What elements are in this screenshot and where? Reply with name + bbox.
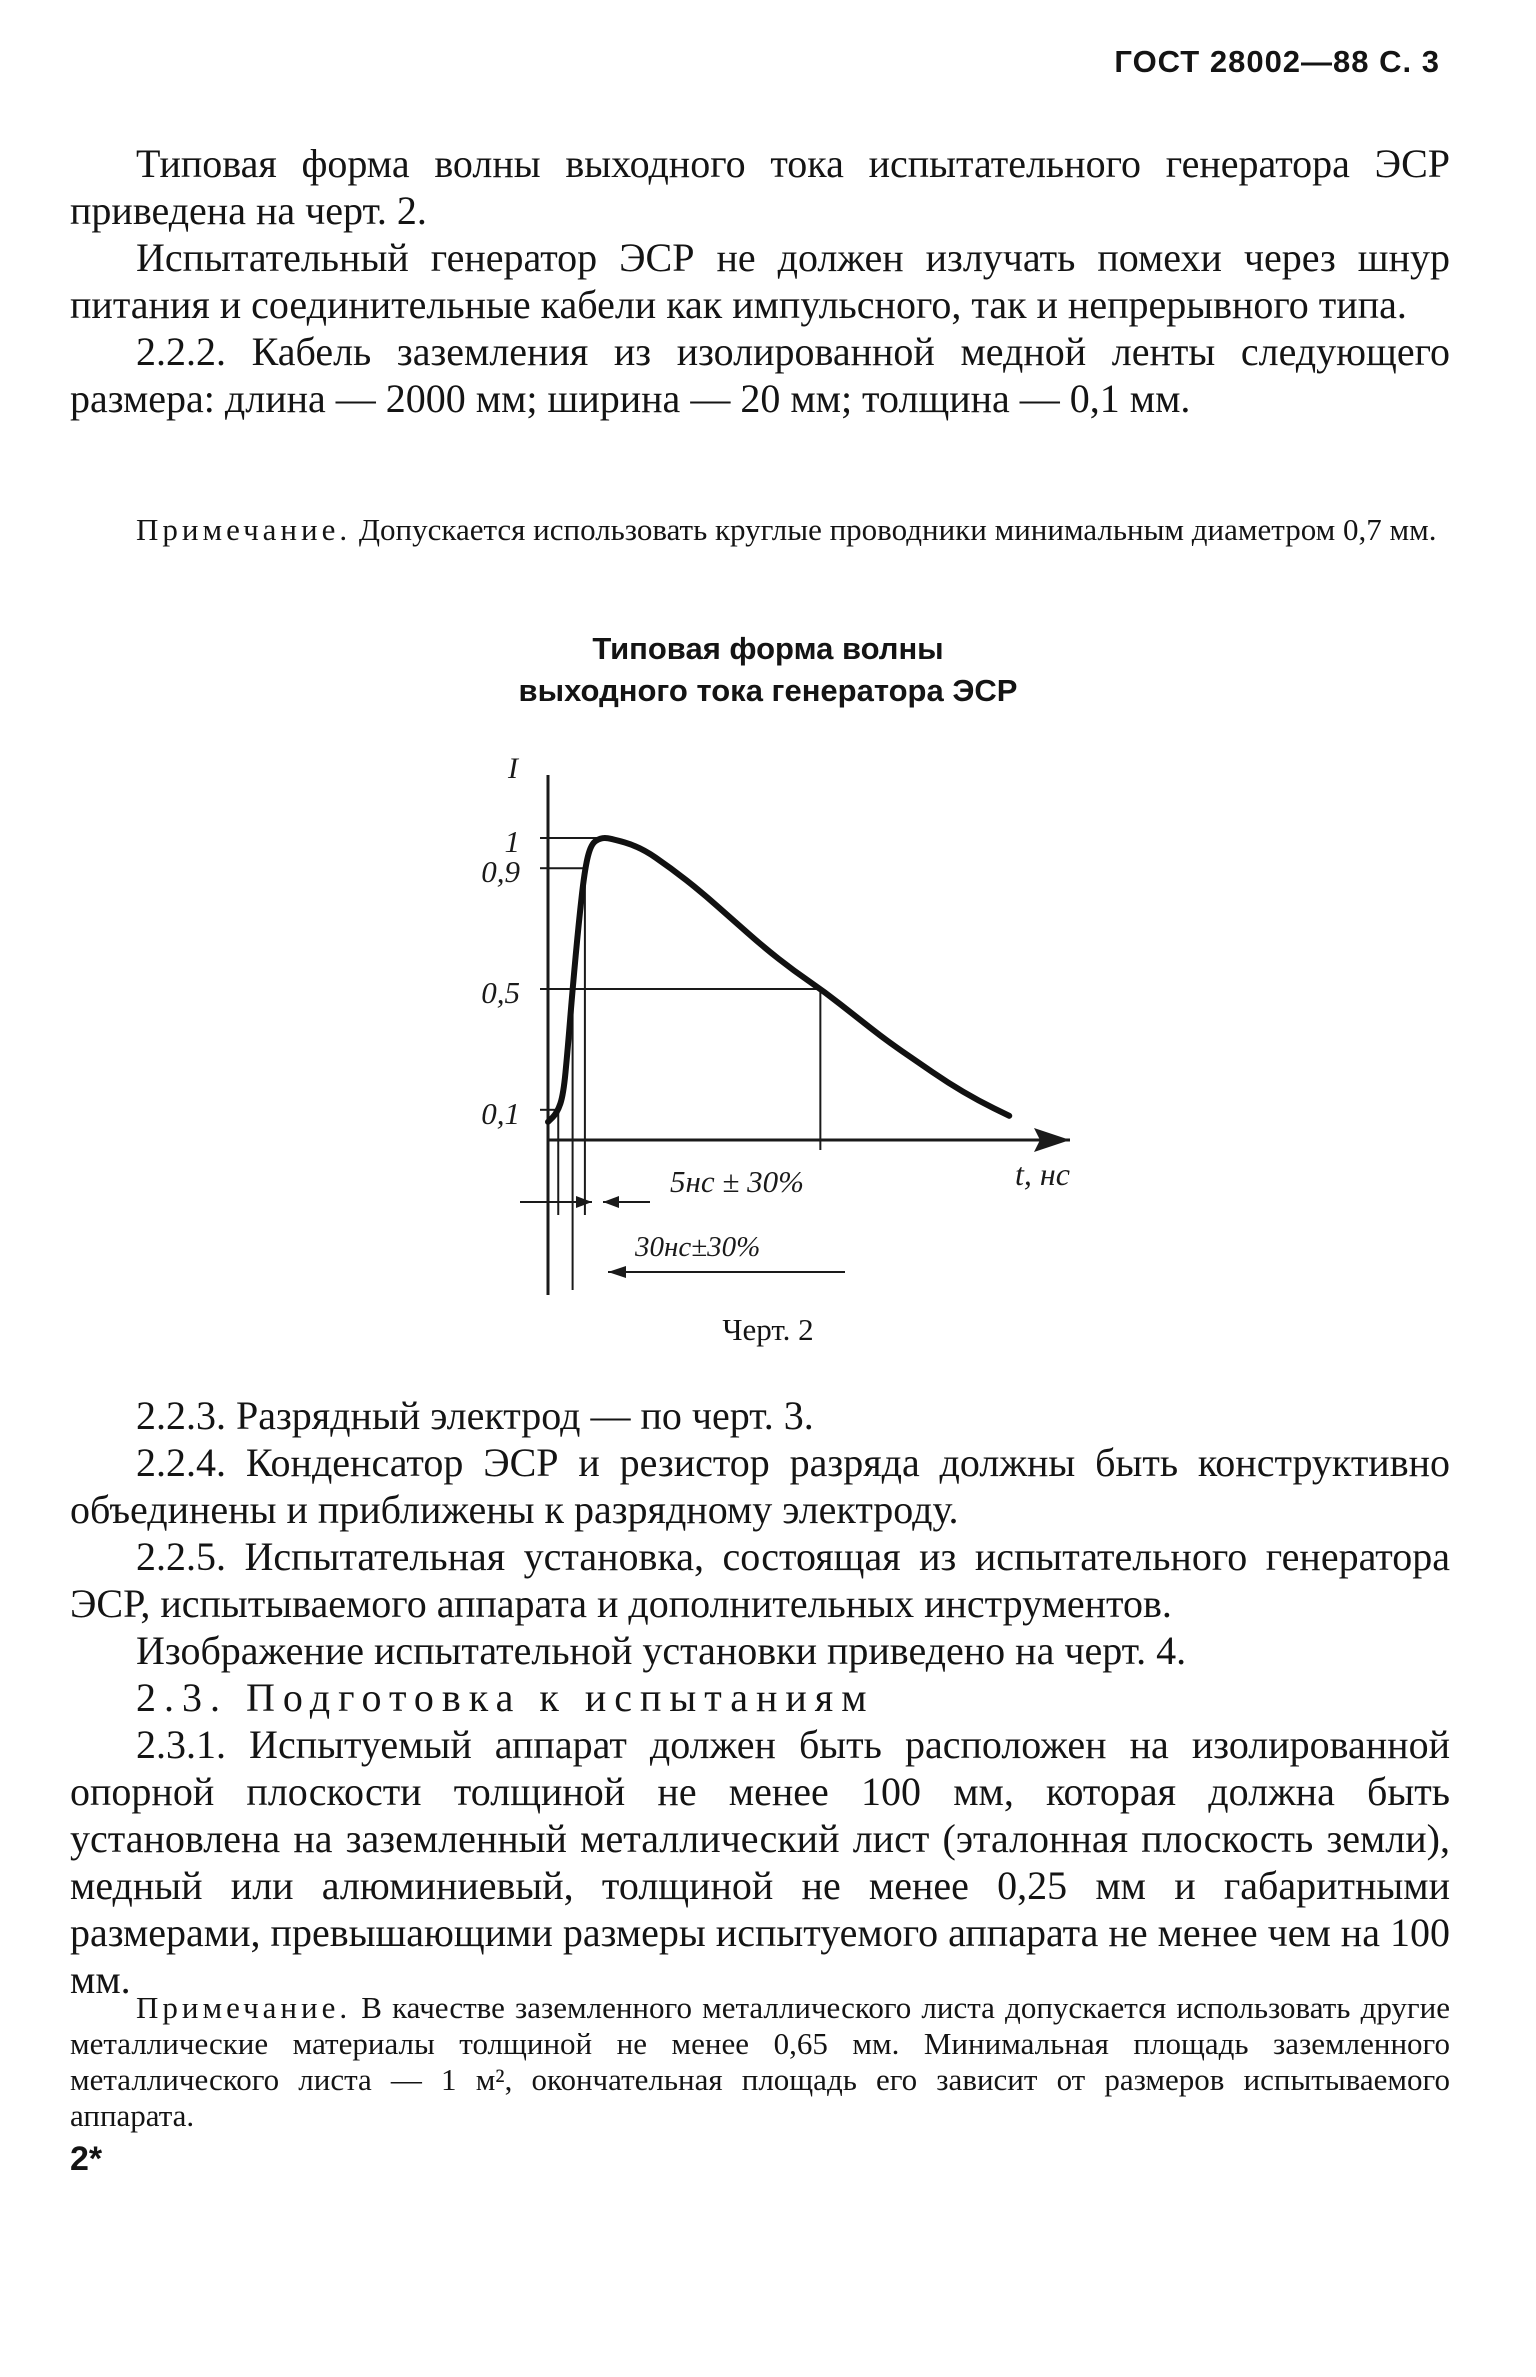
figure-title-line1: Типовая форма волны [592, 631, 944, 666]
x-axis-label: t, нс [1015, 1156, 1070, 1192]
paragraph-electrode: 2.2.3. Разрядный электрод — по черт. 3. [136, 1393, 814, 1438]
y-tick-label-3: 0,1 [481, 1095, 520, 1131]
post-text [70, 1392, 1450, 2003]
figure-caption: Черт. 2 [722, 1312, 814, 1347]
y-axis-label: I [508, 752, 518, 785]
paragraph-ground-cable: 2.2.2. Кабель заземления из изолированной медной ленты следующего размера: длина — 2000 мм; ширина — 20 мм; толщина — 0,1 мм. [70, 329, 1450, 421]
page-mark: 2* [70, 2140, 103, 2178]
standard-header: ГОСТ 28002—88 С. 3 [1114, 44, 1440, 79]
paragraph-test-placement: 2.3.1. Испытуемый аппарат должен быть расположен на изолированной опорной плоскости толщиной не менее 100 мм, которая должна быть установлена на заземленный металлический лист (эталонная плоскость земли), медный или алюминиевый, толщиной не менее 0,25 мм и габаритными размерами, превышающими размеры испытуемого аппарата не менее чем на 100 мм. [70, 1722, 1450, 2002]
note-label: Примечание. [136, 1990, 352, 2025]
y-tick-label-0: 1 [504, 824, 520, 859]
figure-title-line2: выходного тока генератора ЭСР [518, 673, 1018, 708]
rise-time-arrowhead-right [603, 1196, 619, 1208]
note-label: Примечание. [136, 512, 352, 547]
current-waveform-line [548, 838, 1009, 1122]
y-tick-label-2: 0,5 [481, 975, 520, 1010]
paragraph-capacitor: 2.2.4. Конденсатор ЭСР и резистор разряда должны быть конструктивно объединены и приближены к разрядному электроду. [70, 1440, 1450, 1532]
section-heading-preparation: 2.3. Подготовка к испытаниям [136, 1675, 875, 1720]
paragraph-emission-requirement: Испытательный генератор ЭСР не должен излучать помехи через шнур питания и соединительные кабели как импульсного, так и непрерывного типа. [70, 235, 1450, 327]
duration-label: 30нс±30% [635, 1231, 761, 1263]
note-text: В качестве заземленного металлического листа допускается использовать другие металлические материалы толщиной не менее 0,65 мм. Минимальная площадь заземленного металлического листа — 1 м², окончательная площадь его зависит от размеров испытываемого аппарата. [70, 1990, 1450, 2133]
paragraph-test-setup: 2.2.5. Испытательная установка, состоящая из испытательного генератора ЭСР, испытываемого аппарата и дополнительных инструментов. [70, 1534, 1450, 1626]
note-ground-sheet [70, 1990, 1450, 2134]
y-tick-label-1: 0,9 [481, 854, 520, 890]
note-text: Допускается использовать круглые проводники минимальным диаметром 0,7 мм. [358, 512, 1437, 547]
duration-arrowhead [608, 1266, 626, 1278]
rise-time-label: 5нс ± 30% [670, 1164, 804, 1199]
paragraph-setup-figure: Изображение испытательной установки приведено на черт. 4. [136, 1628, 1187, 1673]
paragraph-waveform-reference: Типовая форма волны выходного тока испытательного генератора ЭСР приведена на черт. 2. [70, 141, 1450, 233]
